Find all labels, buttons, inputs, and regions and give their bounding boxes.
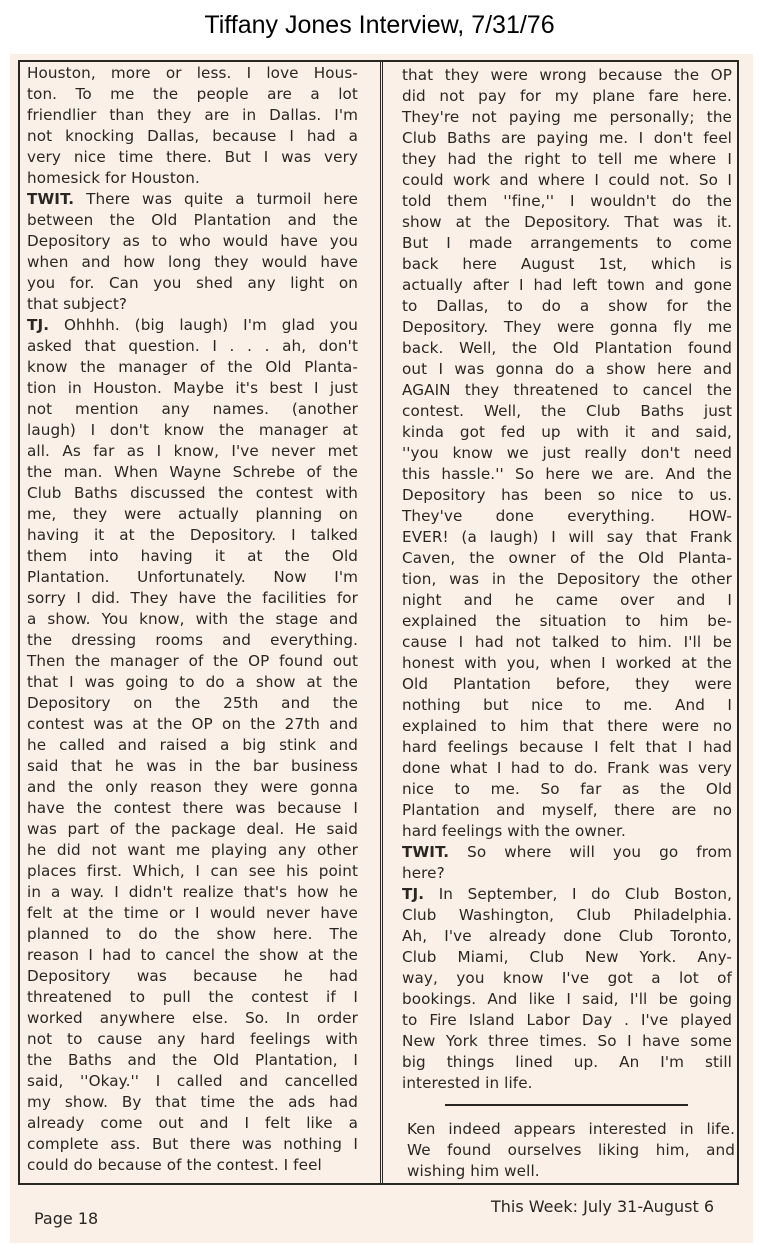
text-line: complete ass. But there was nothing I xyxy=(27,1135,358,1153)
text-line: in a way. I didn't realize that's how he xyxy=(27,883,358,901)
text-line: the Baths and the Old Plantation, I xyxy=(27,1051,358,1069)
text-line: We found ourselves liking him, and xyxy=(407,1141,735,1159)
text-line: wishing him well. xyxy=(407,1162,540,1180)
text-line: contest. Well, the Club Baths just xyxy=(402,402,732,420)
text-line: the man. When Wayne Schrebe of the xyxy=(27,463,358,481)
text-line: the dressing rooms and everything. xyxy=(27,631,358,649)
text-line: Club Miami, Club New York. Any- xyxy=(402,948,732,966)
text-line: not mention any names. (another xyxy=(27,400,358,418)
text-line: he called and raised a big stink and xyxy=(27,736,358,754)
text-line: show at the Depository. That was it. xyxy=(402,213,732,231)
left-column xyxy=(27,63,358,1176)
text-line: explained to him that there were no xyxy=(402,717,732,735)
text-line: a show. You know, with the stage and xyxy=(27,610,358,628)
text-line: having it at the Depository. I talked xyxy=(27,526,358,544)
text-line: kinda got fed up with it and said, xyxy=(402,423,732,441)
page-number: Page 18 xyxy=(34,1209,99,1228)
text-line: Depository has been so nice to us. xyxy=(402,486,732,504)
text-line: threatened to pull the contest if I xyxy=(27,988,358,1006)
text-line: could work and where I could not. So I xyxy=(402,171,732,189)
text-line: Plantation. Unfortunately. Now I'm xyxy=(27,568,358,586)
text-line: bookings. And like I said, I'll be going xyxy=(402,990,732,1008)
text-line: cause I had not talked to him. I'll be xyxy=(402,633,732,651)
text-line: here? xyxy=(402,864,445,882)
text-line: tion, was in the Depository the other xyxy=(402,570,732,588)
closing-note xyxy=(407,1119,735,1182)
text-line: did not pay for my plane fare here. xyxy=(402,87,732,105)
text-line: way, you know I've got a lot of xyxy=(402,969,732,987)
text-line: that I was going to do a show at the xyxy=(27,673,358,691)
text-line: back here August 1st, which is xyxy=(402,255,732,273)
text-line: AGAIN they threatened to cancel the xyxy=(402,381,732,399)
text-line: hard feelings because I felt that I had xyxy=(402,738,732,756)
text-line: New York three times. So I have some xyxy=(402,1032,732,1050)
text-line: hard feelings with the owner. xyxy=(402,822,626,840)
text-line: explained the situation to him be- xyxy=(402,612,732,630)
text-line: back. Well, the Old Plantation found xyxy=(402,339,732,357)
text-line: know the manager of the Old Planta- xyxy=(27,358,358,376)
text-line: Old Plantation before, they were xyxy=(402,675,732,693)
text-line: nothing but nice to me. And I xyxy=(402,696,732,714)
text-line: have the contest there was because I xyxy=(27,799,358,817)
text-line: me, they were actually planning on xyxy=(27,505,358,523)
text-line: when and how long they would have xyxy=(27,253,358,271)
closing-separator xyxy=(445,1104,688,1106)
text-line: TWIT. So where will you go from xyxy=(402,843,732,861)
text-line: actually after I had left town and gone xyxy=(402,276,732,294)
text-line: already come out and I felt like a xyxy=(27,1114,358,1132)
text-line: told them ''fine,'' I wouldn't do the xyxy=(402,192,732,210)
text-line: could do because of the contest. I feel xyxy=(27,1156,322,1174)
text-line: friendlier than they are in Dallas. I'm xyxy=(27,106,358,124)
text-line: ''you know we just really don't need xyxy=(402,444,732,462)
text-line: Depository was because he had xyxy=(27,967,358,985)
text-line: contest was at the OP on the 27th and xyxy=(27,715,358,733)
text-line: TWIT. There was quite a turmoil here xyxy=(27,190,358,208)
text-line: this hassle.'' So here we are. And the xyxy=(402,465,732,483)
text-line: to Fire Island Labor Day . I've played xyxy=(402,1011,732,1029)
text-line: reason I had to cancel the show at the xyxy=(27,946,358,964)
text-line: interested in life. xyxy=(402,1074,533,1092)
text-line: Houston, more or less. I love Hous- xyxy=(27,64,358,82)
text-line: you for. Can you shed any light on xyxy=(27,274,358,292)
text-line: Club Baths discussed the contest with xyxy=(27,484,358,502)
text-line: not to cause any hard feelings with xyxy=(27,1030,358,1048)
text-line: EVER! (a laugh) I will say that Frank xyxy=(402,528,732,546)
text-line: them into having it at the Old xyxy=(27,547,358,565)
text-line: Ken indeed appears interested in life. xyxy=(407,1120,735,1138)
text-line: Ah, I've already done Club Toronto, xyxy=(402,927,732,945)
text-line: planned to do the show here. The xyxy=(27,925,358,943)
text-line: places first. Which, I can see his point xyxy=(27,862,358,880)
text-line: that subject? xyxy=(27,295,128,313)
text-line: they had the right to tell me where I xyxy=(402,150,732,168)
issue-date: This Week: July 31-August 6 xyxy=(491,1197,714,1216)
text-line: But I made arrangements to come xyxy=(402,234,732,252)
text-line: homesick for Houston. xyxy=(27,169,200,187)
text-line: my show. By that time the ads had xyxy=(27,1093,358,1111)
text-line: he did not want me playing any other xyxy=(27,841,358,859)
text-line: out I was gonna do a show here and xyxy=(402,360,732,378)
text-line: Depository as to who would have you xyxy=(27,232,358,250)
column-divider xyxy=(380,62,383,1183)
text-line: between the Old Plantation and the xyxy=(27,211,358,229)
text-line: Plantation and myself, there are no xyxy=(402,801,732,819)
text-line: laugh) I don't know the manager at xyxy=(27,421,358,439)
text-line: nice to me. So far as the Old xyxy=(402,780,732,798)
text-line: TJ. Ohhhh. (big laugh) I'm glad you xyxy=(27,316,358,334)
text-line: done what I had to do. Frank was very xyxy=(402,759,732,777)
right-column xyxy=(402,65,732,1094)
text-line: said that he was in the bar business xyxy=(27,757,358,775)
text-line: night and he came over and I xyxy=(402,591,732,609)
text-line: worked anywhere else. So. In order xyxy=(27,1009,358,1027)
text-line: tion in Houston. Maybe it's best I just xyxy=(27,379,358,397)
text-line: Depository on the 25th and the xyxy=(27,694,358,712)
text-line: Club Washington, Club Philadelphia. xyxy=(402,906,732,924)
text-line: They're not paying me personally; the xyxy=(402,108,732,126)
text-line: to Dallas, to do a show for the xyxy=(402,297,732,315)
text-line: TJ. In September, I do Club Boston, xyxy=(402,885,732,903)
text-line: not knocking Dallas, because I had a xyxy=(27,127,358,145)
text-line: was part of the package deal. He said xyxy=(27,820,358,838)
text-line: ton. To me the people are a lot xyxy=(27,85,358,103)
text-line: very nice time there. But I was very xyxy=(27,148,358,166)
text-line: Depository. They were gonna fly me xyxy=(402,318,732,336)
text-line: honest with you, when I worked at the xyxy=(402,654,732,672)
page-title: Tiffany Jones Interview, 7/31/76 xyxy=(204,11,555,39)
text-line: Then the manager of the OP found out xyxy=(27,652,358,670)
text-line: Caven, the owner of the Old Planta- xyxy=(402,549,732,567)
text-line: felt at the time or I would never have xyxy=(27,904,358,922)
text-line: sorry I did. They have the facilities for xyxy=(27,589,358,607)
text-line: all. As far as I know, I've never met xyxy=(27,442,358,460)
text-line: asked that question. I . . . ah, don't xyxy=(27,337,358,355)
text-line: Club Baths are paying me. I don't feel xyxy=(402,129,732,147)
text-line: said, ''Okay.'' I called and cancelled xyxy=(27,1072,358,1090)
text-line: big things lined up. An I'm still xyxy=(402,1053,732,1071)
text-line: that they were wrong because the OP xyxy=(402,66,732,84)
text-line: and the only reason they were gonna xyxy=(27,778,358,796)
text-line: They've done everything. HOW- xyxy=(402,507,732,525)
